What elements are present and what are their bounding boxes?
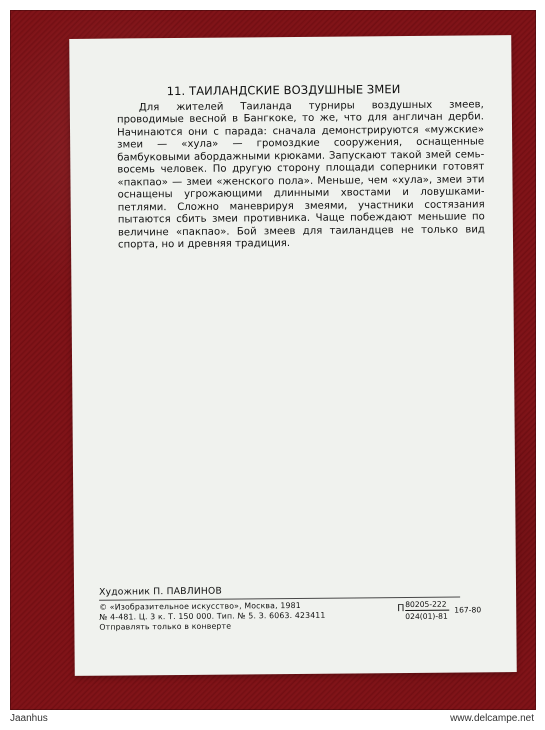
card-description — [117, 99, 485, 252]
postcard-content — [69, 35, 517, 676]
imprint-line-3: Отправлять только в конверте — [99, 621, 232, 632]
code-top: 80205-222 — [405, 599, 447, 610]
watermark-right: www.delcampe.net — [450, 713, 534, 724]
code-right: 167-80 — [454, 605, 482, 615]
watermark-left: Jaanhus — [10, 713, 48, 724]
description-paragraph: Для жителей Таиланда турниры воздушных змеев, проводимые весной в Бангкоке, то же, что для англичан дерби. Начинаются они с парада: сначала демонстрируются «мужские» змеи — «хула» — громоздкие сооружения, оснащенные бамбуковыми абордажными крюками. Запускают такой змей семь-восемь человек. По другую сторону площади соперники готовят «пакпао» — змеи «женского пола». Меньше, чем «хула», змеи эти оснащены угрожающими длинными хвостами и ловушками-петлями. Сложно маневрируя змеями, участники состязания пытаются сбить змеи противника. Чаще побеждают меньшие по величине «пакпао». Бой змеев для таиландцев не только вид спорта, но и древняя традиция. — [116, 99, 485, 251]
publisher-imprint — [99, 600, 389, 633]
postcard-back — [69, 35, 517, 676]
card-title: 11. ТАИЛАНДСКИЕ ВОЗДУШНЫЕ ЗМЕИ — [166, 82, 401, 99]
code-prefix: П — [397, 603, 405, 615]
imprint-line-2: № 4-481. Ц. 3 к. Т. 150 000. Тип. № 5. З. 6063. 423411 — [99, 610, 326, 622]
catalog-code — [397, 597, 482, 628]
photo-frame — [10, 10, 536, 710]
code-bottom: 024(01)-81 — [405, 611, 448, 622]
imprint-line-1: © «Изобразительное искусство», Москва, 1981 — [99, 600, 301, 612]
artist-credit: Художник П. ПАВЛИНОВ — [99, 585, 223, 598]
